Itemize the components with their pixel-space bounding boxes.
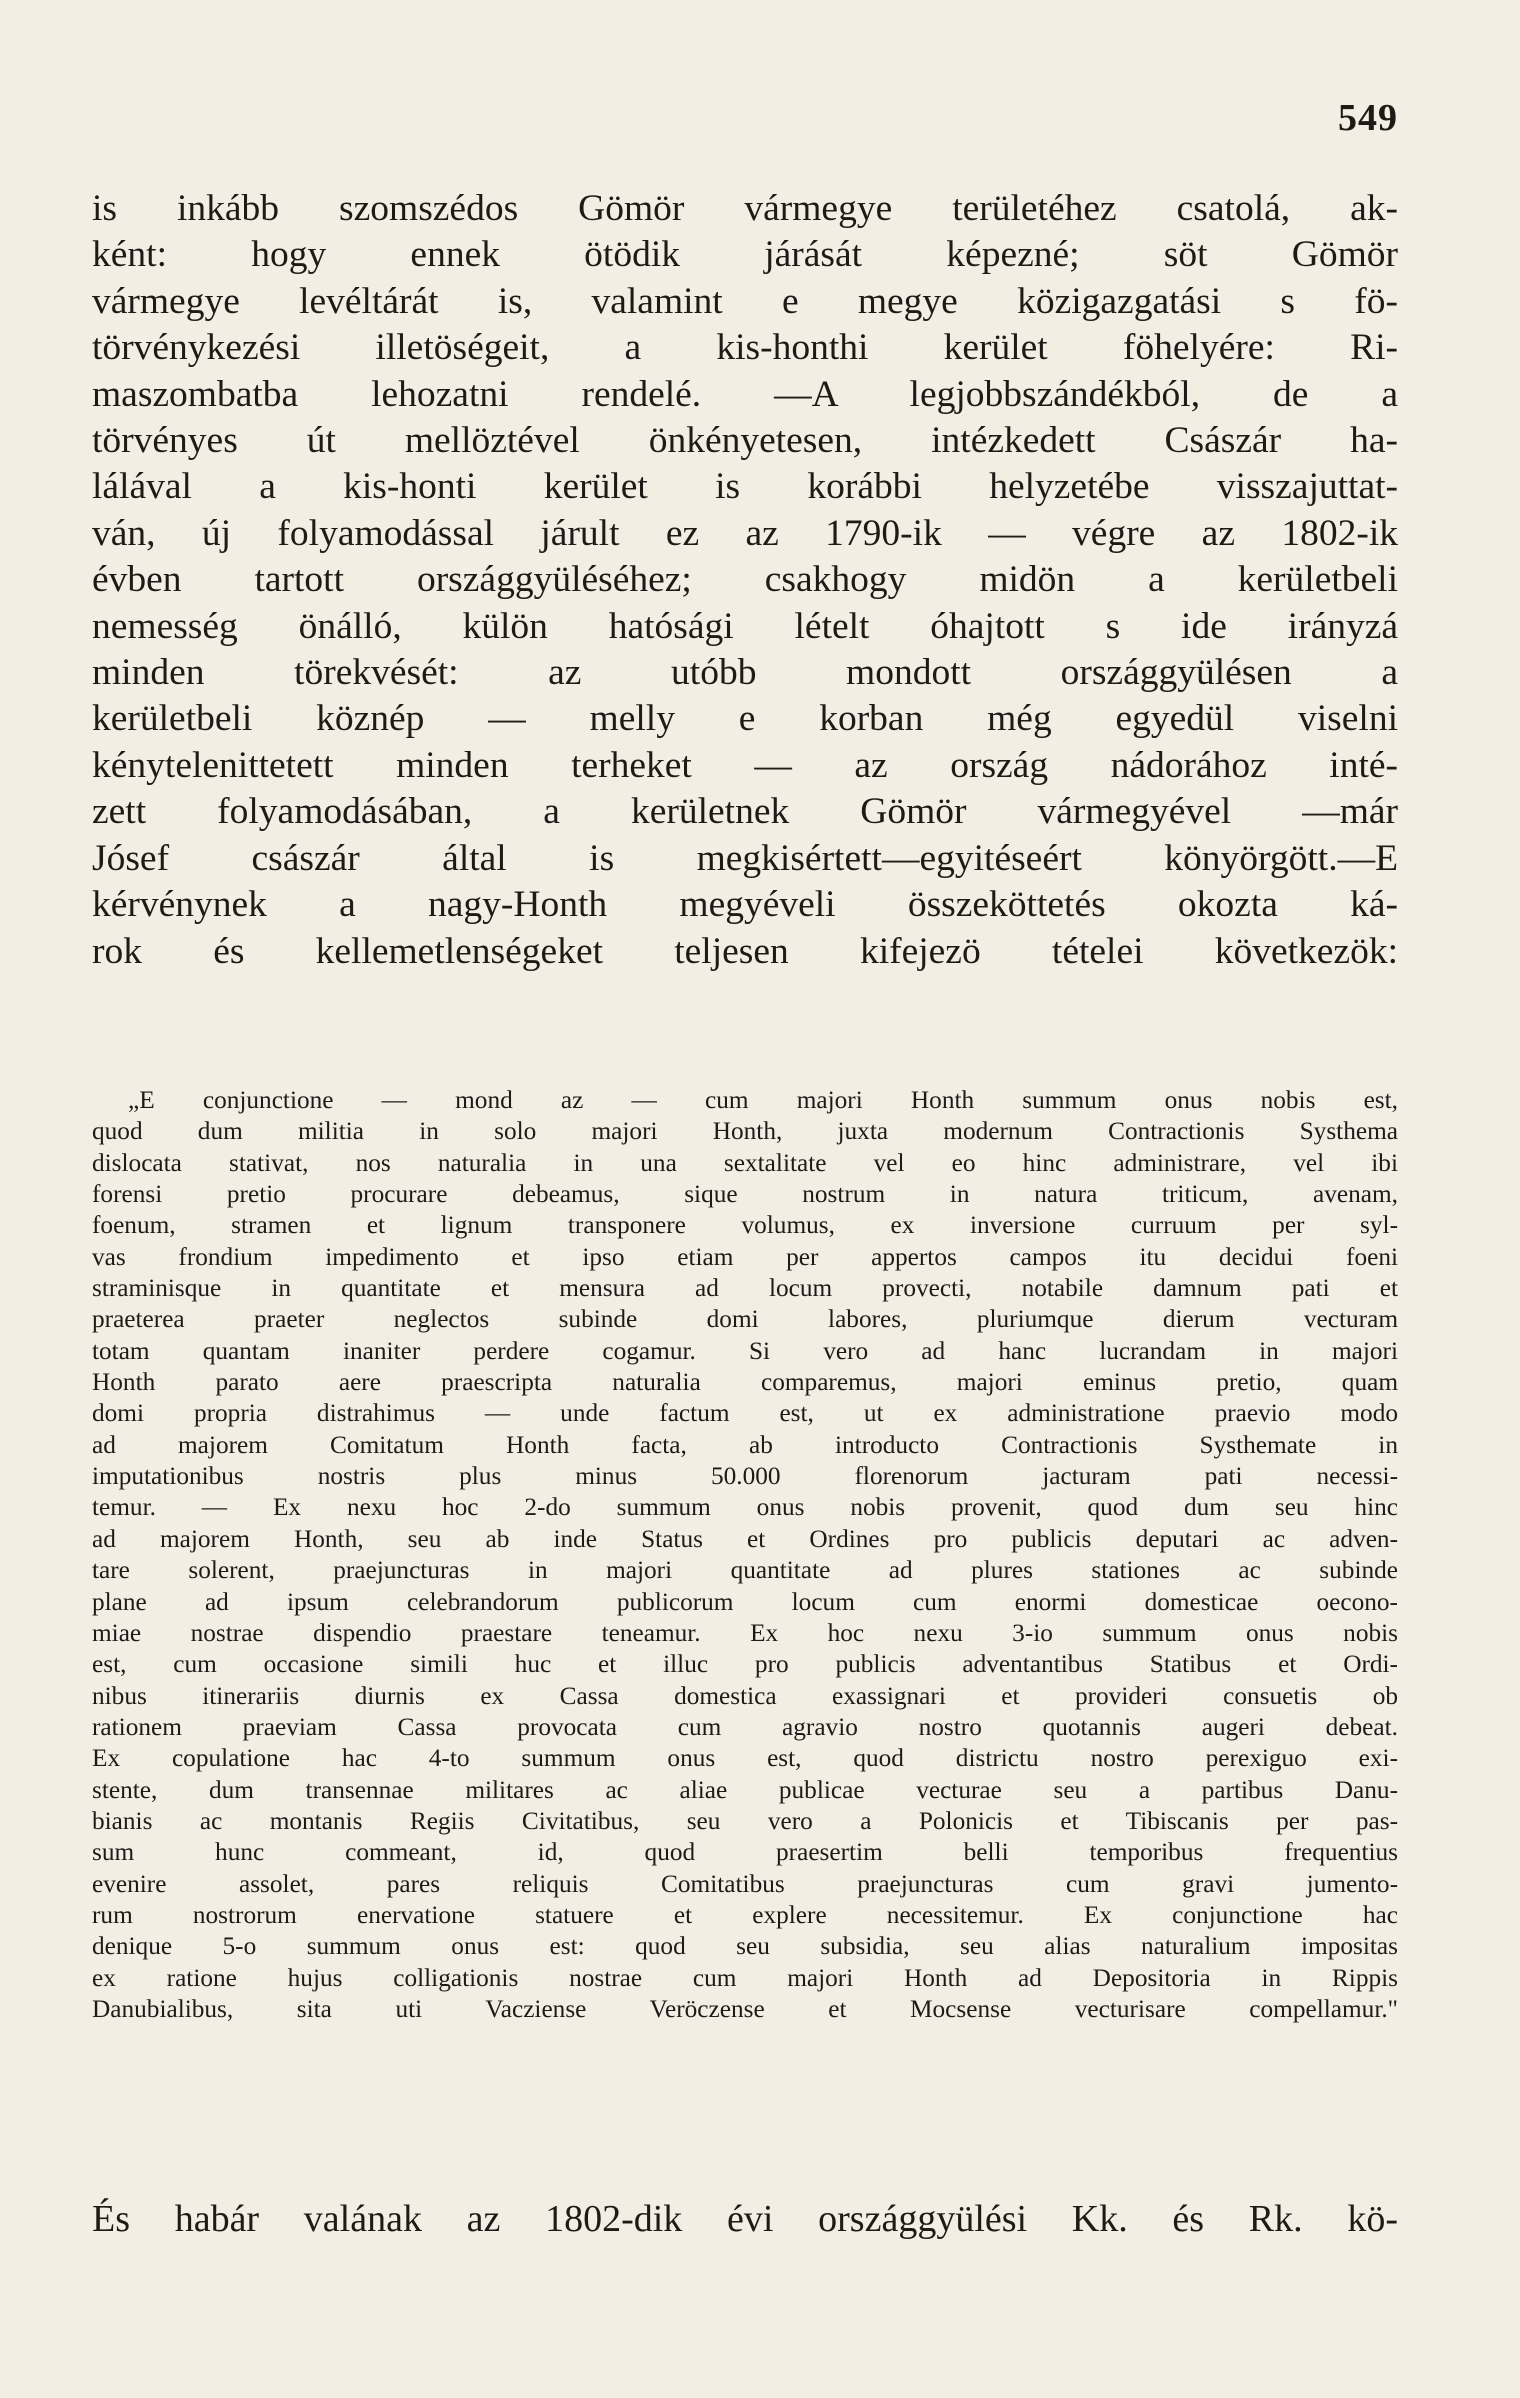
page-number: 549	[1338, 97, 1398, 139]
text-line: ként: hogy ennek ötödik járását képezné; söt Gömör	[92, 234, 1398, 276]
text-line: törvénykezési illetöségeit, a kis-honthi kerület föhelyére: Ri-	[92, 327, 1398, 369]
text-line: törvényes út mellöztével önkényetesen, intézkedett Császár ha-	[92, 420, 1398, 462]
text-line: És habár valának az 1802-dik évi országgyülési Kk. és Rk. kö-	[92, 2198, 1398, 2240]
text-line: kénytelenittetett minden terheket — az ország nádorához inté-	[92, 744, 1398, 786]
quote-line: dislocata stativat, nos naturalia in una sextalitate vel eo hinc administrare, vel ibi	[92, 1148, 1398, 1177]
text-line: nemesség önálló, külön hatósági lételt óhajtott s ide irányzá	[92, 605, 1398, 647]
quote-line: imputationibus nostris plus minus 50.000 florenorum jacturam pati necessi-	[92, 1462, 1398, 1491]
text-line: évben tartott országgyüléséhez; csakhogy midön a kerületbeli	[92, 559, 1398, 601]
quote-line: domi propria distrahimus — unde factum est, ut ex administratione praevio modo	[92, 1399, 1398, 1428]
text-line: Jósef császár által is megkisértett—egyitéseért könyörgött.—E	[92, 837, 1398, 879]
text-line: kérvénynek a nagy-Honth megyéveli összeköttetés okozta ká-	[92, 884, 1398, 926]
quote-line: foenum, stramen et lignum transponere volumus, ex inversione curruum per syl-	[92, 1211, 1398, 1240]
quote-line: evenire assolet, pares reliquis Comitatibus praejuncturas cum gravi jumento-	[92, 1869, 1398, 1898]
text-line: vármegye levéltárát is, valamint e megye közigazgatási s fö-	[92, 280, 1398, 322]
quote-line: quod dum militia in solo majori Honth, juxta modernum Contractionis Systhema	[92, 1117, 1398, 1146]
text-line: minden törekvését: az utóbb mondott országgyülésen a	[92, 652, 1398, 694]
closing-line	[92, 2196, 1398, 2242]
quote-line: ad majorem Honth, seu ab inde Status et Ordines pro publicis deputari ac adven-	[92, 1524, 1398, 1553]
quote-line: Honth parato aere praescripta naturalia comparemus, majori eminus pretio, quam	[92, 1368, 1398, 1397]
quote-line: nibus itinerariis diurnis ex Cassa domestica exassignari et provideri consuetis ob	[92, 1681, 1398, 1710]
quote-line: est, cum occasione simili huc et illuc pro publicis adventantibus Statibus et Ordi-	[92, 1650, 1398, 1679]
quote-line: temur. — Ex nexu hoc 2-do summum onus nobis provenit, quod dum seu hinc	[92, 1493, 1398, 1522]
quote-line: miae nostrae dispendio praestare teneamur. Ex hoc nexu 3-io summum onus nobis	[92, 1618, 1398, 1647]
quote-line: ad majorem Comitatum Honth facta, ab introducto Contractionis Systhemate in	[92, 1430, 1398, 1459]
text-line: maszombatba lehozatni rendelé. —A legjobbszándékból, de a	[92, 373, 1398, 415]
text-line: is inkább szomszédos Gömör vármegye területéhez csatolá, ak-	[92, 188, 1398, 229]
quote-line: „E conjunctione — mond az — cum majori Honth summum onus nobis est,	[128, 1086, 1398, 1114]
quote-line: forensi pretio procurare debeamus, sique nostrum in natura triticum, avenam,	[92, 1180, 1398, 1209]
latin-quotation	[92, 1085, 1398, 2025]
quote-line: ex ratione hujus colligationis nostrae cum majori Honth ad Depositoria in Rippis	[92, 1963, 1398, 1992]
quote-line: vas frondium impedimento et ipso etiam per appertos campos itu decidui foeni	[92, 1242, 1398, 1271]
quote-line: straminisque in quantitate et mensura ad locum provecti, notabile damnum pati et	[92, 1274, 1398, 1303]
text-line: lálával a kis-honti kerület is korábbi helyzetébe visszajuttat-	[92, 466, 1398, 508]
text-line: ván, új folyamodással járult ez az 1790-ik — végre az 1802-ik	[92, 512, 1398, 554]
text-line: zett folyamodásában, a kerületnek Gömör vármegyével —már	[92, 791, 1398, 833]
quote-line: bianis ac montanis Regiis Civitatibus, seu vero a Polonicis et Tibiscanis per pas-	[92, 1806, 1398, 1835]
quote-line: denique 5-o summum onus est: quod seu subsidia, seu alias naturalium impositas	[92, 1932, 1398, 1961]
text-line: rok és kellemetlenségeket teljesen kifejezö tételei következök:	[92, 930, 1398, 972]
quote-line: Ex copulatione hac 4-to summum onus est, quod districtu nostro perexiguo exi-	[92, 1744, 1398, 1773]
quote-line: tare solerent, praejuncturas in majori quantitate ad plures stationes ac subinde	[92, 1556, 1398, 1585]
text-line: kerületbeli köznép — melly e korban még egyedül viselni	[92, 698, 1398, 740]
quote-line: rationem praeviam Cassa provocata cum agravio nostro quotannis augeri debeat.	[92, 1712, 1398, 1741]
quote-line: plane ad ipsum celebrandorum publicorum locum cum enormi domesticae oecono-	[92, 1587, 1398, 1616]
quote-line: Danubialibus, sita uti Vacziense Veröczense et Mocsense vecturisare compellamur."	[92, 1994, 1398, 2023]
quote-line: rum nostrorum enervatione statuere et explere necessitemur. Ex conjunctione hac	[92, 1900, 1398, 1929]
main-paragraph	[92, 186, 1398, 975]
quote-line: sum hunc commeant, id, quod praesertim belli temporibus frequentius	[92, 1838, 1398, 1867]
quote-line: totam quantam inaniter perdere cogamur. Si vero ad hanc lucrandam in majori	[92, 1336, 1398, 1365]
quote-line: praeterea praeter neglectos subinde domi labores, pluriumque dierum vecturam	[92, 1305, 1398, 1334]
quote-line: stente, dum transennae militares ac aliae publicae vecturae seu a partibus Danu-	[92, 1775, 1398, 1804]
